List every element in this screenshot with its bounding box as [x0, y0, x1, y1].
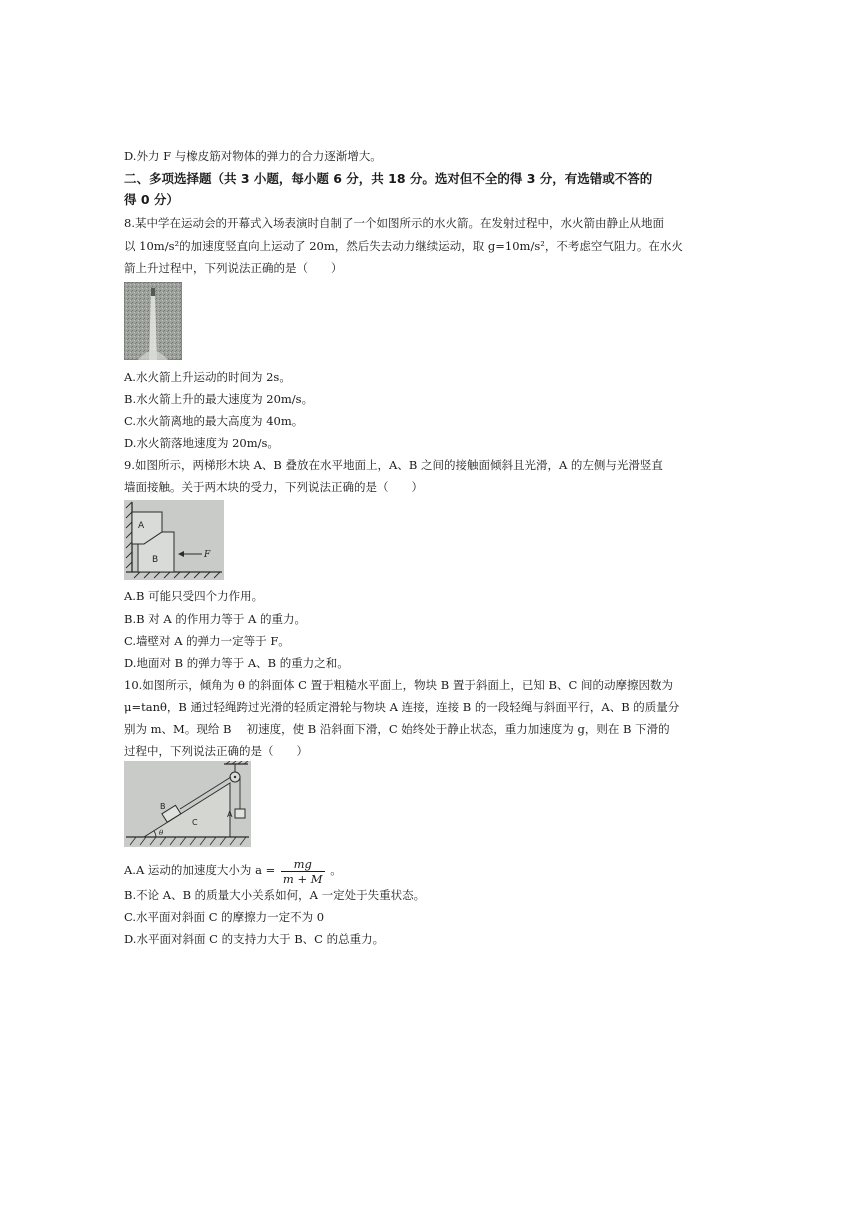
fig9-label-b: B: [152, 555, 159, 565]
q10-option-d: D.水平面对斜面 C 的支持力大于 B、C 的总重力。: [124, 932, 385, 946]
fig10-label-theta: θ: [159, 829, 164, 837]
q10-stem-line4: 过程中，下列说法正确的是（ ）: [124, 744, 308, 758]
q9-figure-blocks: [124, 500, 224, 580]
fig10-label-b: B: [160, 802, 166, 811]
q10-stem-line2: μ=tanθ，B 通过轻绳跨过光滑的轻质定滑轮与物块 A 连接，连接 B 的一段轻绳与斜面平行，A、B 的质量分: [124, 700, 680, 714]
q7-option-d: D.外力 F 与橡皮筋对物体的弹力的合力逐渐增大。: [124, 149, 382, 163]
q8-figure-water-rocket: [124, 282, 182, 360]
q9-option-a: A.B 可能只受四个力作用。: [124, 589, 264, 603]
q10-formula-numerator: mg: [281, 857, 325, 872]
q8-option-b: B.水火箭上升的最大速度为 20m/s。: [124, 392, 314, 406]
q10-figure-incline-pulley: [124, 761, 251, 847]
fig9-label-f: F: [204, 550, 211, 560]
q9-option-b: B.B 对 A 的作用力等于 A 的重力。: [124, 612, 306, 626]
q9-stem-line2: 墙面接触。关于两木块的受力，下列说法正确的是（ ）: [124, 480, 423, 494]
fig10-label-c: C: [192, 818, 198, 827]
q8-stem-line2: 以 10m/s²的加速度竖直向上运动了 20m，然后失去动力继续运动，取 g=10m/s²，不考虑空气阻力。在水火: [124, 239, 683, 253]
q8-option-d: D.水火箭落地速度为 20m/s。: [124, 436, 279, 450]
fig10-label-a: A: [227, 810, 233, 819]
q10-option-a-text: A.A 运动的加速度大小为 a =: [124, 863, 276, 877]
section-2-heading-cont: 得 0 分）: [124, 192, 179, 207]
q8-stem-line1: 8.某中学在运动会的开幕式入场表演时自制了一个如图所示的水火箭。在发射过程中，水火箭由静止从地面: [124, 216, 664, 230]
q9-option-d: D.地面对 B 的弹力等于 A、B 的重力之和。: [124, 656, 349, 670]
q9-option-c: C.墙壁对 A 的弹力一定等于 F。: [124, 634, 290, 648]
q8-stem-line3: 箭上升过程中，下列说法正确的是（ ）: [124, 261, 343, 275]
q10-stem-line1: 10.如图所示，倾角为 θ 的斜面体 C 置于粗糙水平面上，物块 B 置于斜面上，已知 B、C 间的动摩擦因数为: [124, 678, 673, 692]
q10-option-a: [124, 856, 342, 886]
q10-option-c: C.水平面对斜面 C 的摩擦力一定不为 0: [124, 910, 325, 924]
q10-option-a-end: 。: [330, 863, 342, 877]
q10-formula-fraction: [281, 857, 325, 886]
q9-stem-line1: 9.如图所示，两梯形木块 A、B 叠放在水平地面上，A、B 之间的接触面倾斜且光滑，A 的左侧与光滑竖直: [124, 458, 663, 472]
q8-option-a: A.水火箭上升运动的时间为 2s。: [124, 370, 291, 384]
q10-stem-line3: 别为 m、M。现给 B 初速度，使 B 沿斜面下滑，C 始终处于静止状态，重力加速度为 g，则在 B 下滑的: [124, 722, 670, 736]
q8-option-c: C.水火箭离地的最大高度为 40m。: [124, 414, 304, 428]
fig9-label-a: A: [138, 521, 145, 531]
section-2-heading: 二、多项选择题（共 3 小题，每小题 6 分，共 18 分。选对但不全的得 3 分，有选错或不答的: [124, 171, 653, 186]
q10-option-b: B.不论 A、B 的质量大小关系如何，A 一定处于失重状态。: [124, 888, 426, 902]
q10-formula-denominator: m + M: [282, 871, 323, 886]
